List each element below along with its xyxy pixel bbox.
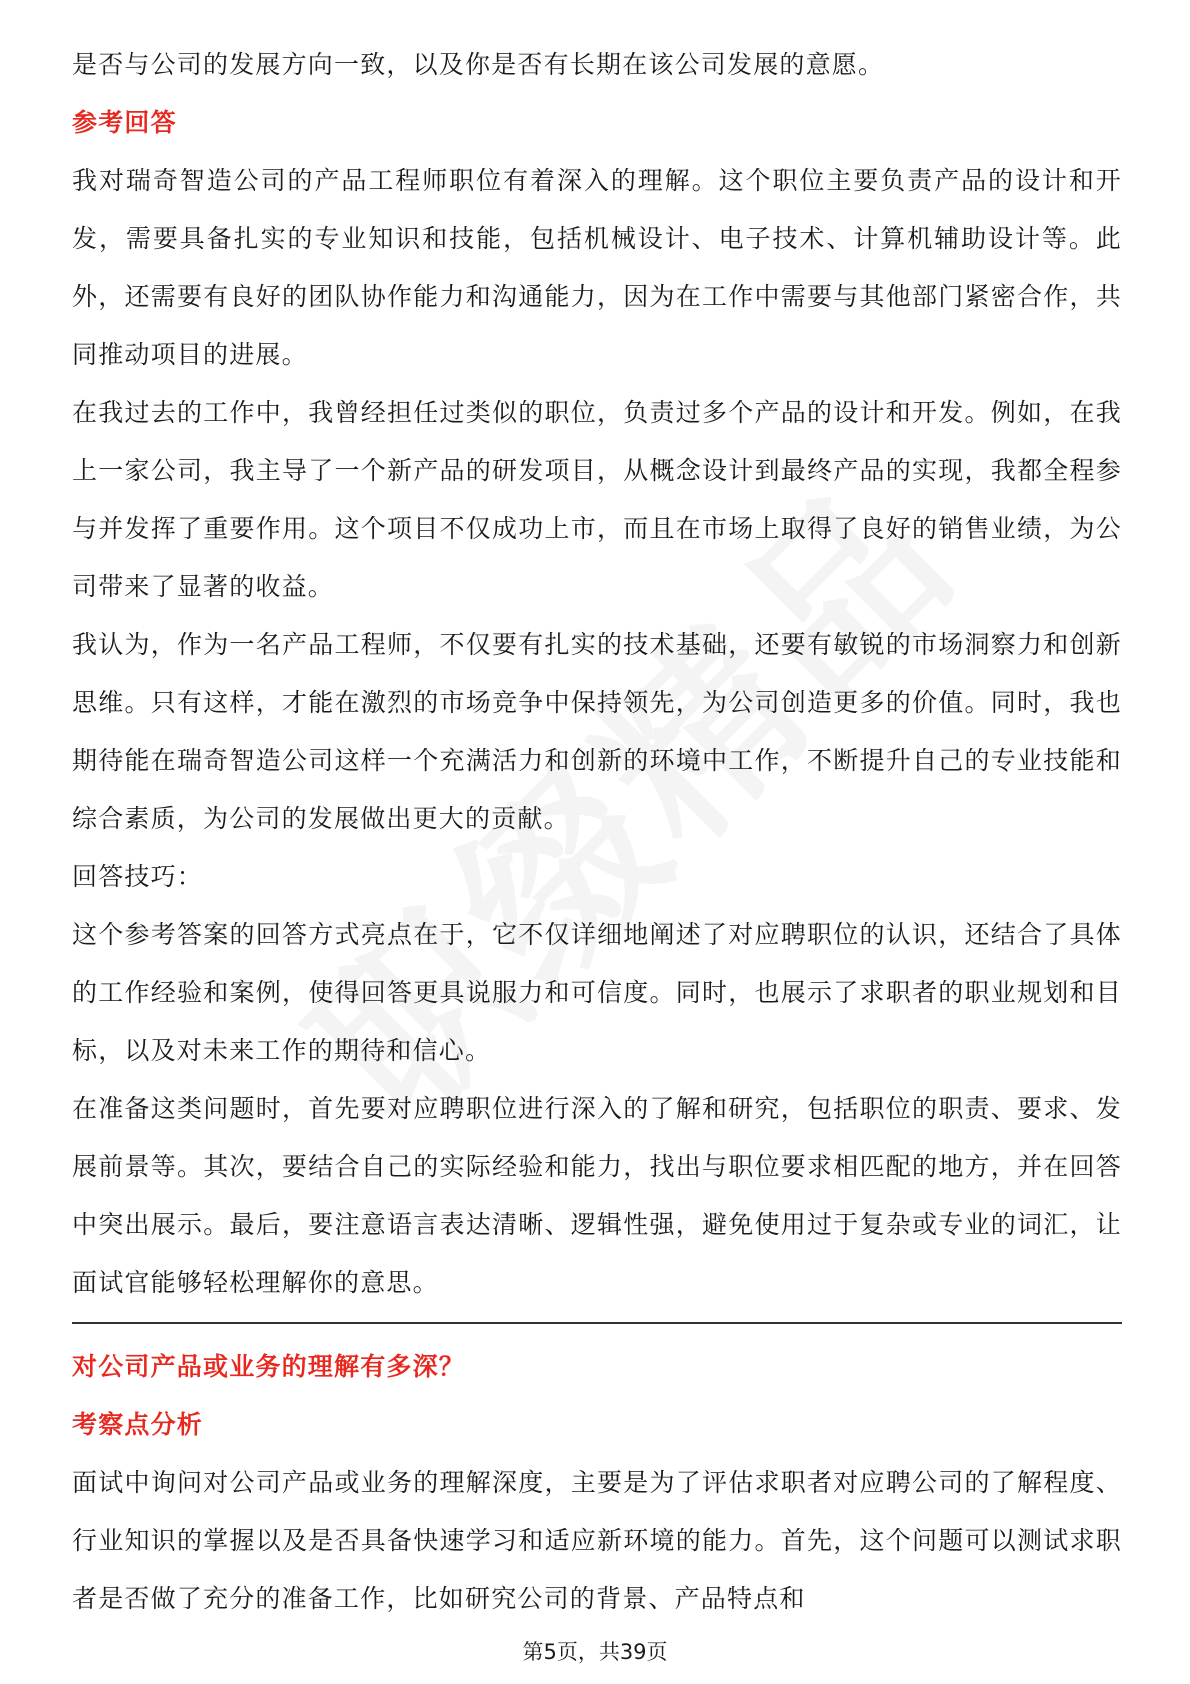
answer-paragraph: 在我过去的工作中，我曾经担任过类似的职位，负责过多个产品的设计和开发。例如，在我上一家公司，我主导了一个新产品的研发项目，从概念设计到最终产品的实现，我都全程参与并发挥了重要作用。这个项目不仅成功上市，而且在市场上取得了良好的销售业绩，为公司带来了显著的收益。 [72,398,1122,601]
tips-paragraph: 这个参考答案的回答方式亮点在于，它不仅详细地阐述了对应聘职位的认识，还结合了具体的工作经验和案例，使得回答更具说服力和可信度。同时，也展示了求职者的职业规划和目标，以及对未来工作的期待和信心。 [72,920,1122,1065]
tips-paragraph: 在准备这类问题时，首先要对应聘职位进行深入的了解和研究，包括职位的职责、要求、发展前景等。其次，要结合自己的实际经验和能力，找出与职位要求相匹配的地方，并在回答中突出展示。最后，要注意语言表达清晰、逻辑性强，避免使用过于复杂或专业的词汇，让面试官能够轻松理解你的意思。 [72,1094,1122,1297]
tips-label: 回答技巧： [72,862,204,891]
answer-heading: 参考回答 [72,108,177,137]
analysis-paragraph: 面试中询问对公司产品或业务的理解深度，主要是为了评估求职者对应聘公司的了解程度、行业知识的掌握以及是否具备快速学习和适应新环境的能力。首先，这个问题可以测试求职者是否做了充分的准备工作，比如研究公司的背景、产品特点和 [72,1468,1122,1613]
intro-tail-text: 是否与公司的发展方向一致，以及你是否有长期在该公司发展的意愿。 [72,50,885,79]
answer-paragraph: 我认为，作为一名产品工程师，不仅要有扎实的技术基础，还要有敏锐的市场洞察力和创新思维。只有这样，才能在激烈的市场竞争中保持领先，为公司创造更多的价值。同时，我也期待能在瑞奇智造公司这样一个充满活力和创新的环境中工作，不断提升自己的专业技能和综合素质，为公司的发展做出更大的贡献。 [72,630,1122,833]
page-number: 第5页，共39页 [522,1640,668,1664]
page-content [72,40,1122,1628]
analysis-heading: 考察点分析 [72,1410,204,1439]
section-divider [72,1322,1122,1324]
answer-paragraph: 我对瑞奇智造公司的产品工程师职位有着深入的理解。这个职位主要负责产品的设计和开发，需要具备扎实的专业知识和技能，包括机械设计、电子技术、计算机辅助设计等。此外，还需要有良好的团队协作能力和沟通能力，因为在工作中需要与其他部门紧密合作，共同推动项目的进展。 [72,166,1122,369]
question-heading: 对公司产品或业务的理解有多深？ [72,1352,466,1381]
